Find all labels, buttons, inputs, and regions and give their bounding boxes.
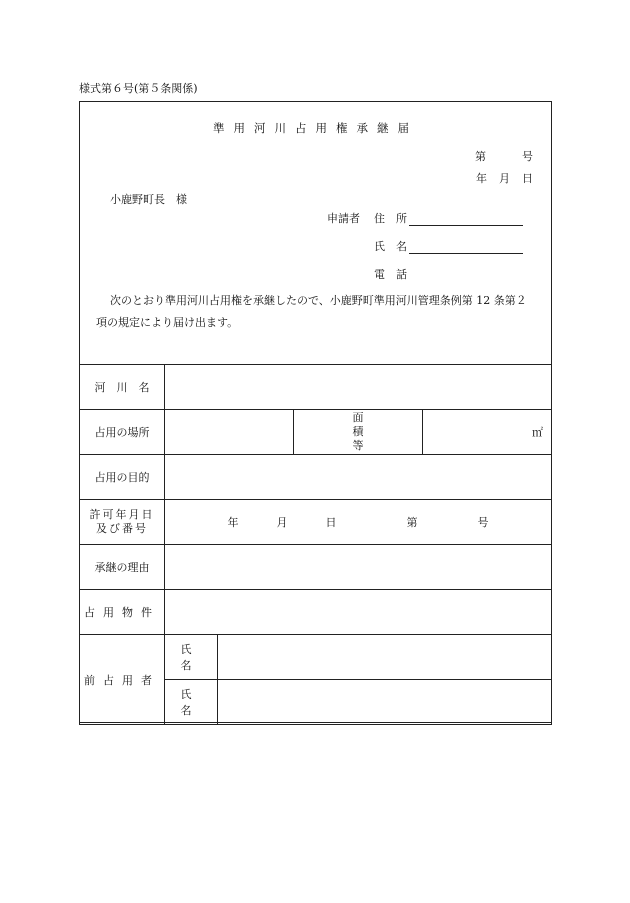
- area-unit: ㎡: [532, 426, 543, 439]
- reason-input[interactable]: [165, 545, 552, 590]
- river-name-row: [80, 365, 552, 410]
- area-label: [294, 410, 423, 455]
- area-label-char: 等: [352, 439, 364, 452]
- number-go: 号: [522, 150, 533, 163]
- previous-occupant-name-label: 氏 名: [165, 635, 218, 680]
- submission-date-line: [476, 170, 533, 186]
- river-name-label: 河 川 名: [80, 365, 165, 410]
- address-label: 住 所: [374, 212, 407, 225]
- date-day: 日: [522, 172, 533, 185]
- form-frame: [79, 101, 552, 723]
- reason-label: 承継の理由: [80, 545, 165, 590]
- purpose-input[interactable]: [165, 455, 552, 500]
- property-input[interactable]: [165, 590, 552, 635]
- location-row: [80, 410, 552, 455]
- permit-label-line-1: 許可年月日: [89, 508, 155, 521]
- permit-label: [80, 500, 165, 545]
- applicant-label: 申請者: [327, 212, 360, 225]
- location-label: 占用の場所: [80, 410, 165, 455]
- previous-occupant-label: 前占用者: [80, 635, 165, 725]
- purpose-label: 占用の目的: [80, 455, 165, 500]
- addressee: 小鹿野町長 様: [110, 193, 187, 206]
- location-input[interactable]: [165, 410, 294, 455]
- permit-day: 日: [325, 516, 337, 529]
- phone-label: 電 話: [374, 268, 407, 281]
- permit-label-line-2: 及び番号: [96, 522, 148, 535]
- form-title: 準用河川占用権承継届: [213, 121, 418, 135]
- date-month: 月: [499, 172, 510, 185]
- details-table: [79, 364, 552, 635]
- phone-field[interactable]: [374, 266, 407, 282]
- document-number-line: [475, 148, 533, 164]
- previous-occupant-name-input[interactable]: [218, 680, 552, 725]
- property-label: 占用物件: [80, 590, 165, 635]
- name-field[interactable]: [374, 238, 523, 254]
- area-label-char: 積: [352, 425, 364, 438]
- number-dai: 第: [475, 150, 486, 163]
- reason-row: [80, 545, 552, 590]
- permit-dai: 第: [406, 516, 418, 529]
- address-input-line[interactable]: [409, 213, 523, 226]
- permit-month: 月: [276, 516, 288, 529]
- permit-year: 年: [227, 516, 239, 529]
- previous-occupant-row-1: [80, 635, 552, 680]
- date-year: 年: [476, 172, 487, 185]
- purpose-row: [80, 455, 552, 500]
- name-input-line[interactable]: [409, 241, 523, 254]
- address-field[interactable]: [374, 210, 523, 226]
- previous-occupant-name-label: 氏 名: [165, 680, 218, 725]
- permit-go: 号: [477, 516, 489, 529]
- body-text: 次のとおり準用河川占用権を承継したので、小鹿野町準用河川管理条例第 12 条第２項の規定により届け出ます。: [96, 294, 527, 329]
- permit-input[interactable]: [165, 500, 552, 545]
- name-label: 氏 名: [374, 240, 407, 253]
- river-name-input[interactable]: [165, 365, 552, 410]
- previous-occupant-name-input[interactable]: [218, 635, 552, 680]
- area-label-char: 面: [352, 411, 364, 424]
- permit-row: [80, 500, 552, 545]
- form-number-label: 様式第６号(第５条関係): [79, 82, 198, 95]
- property-row: [80, 590, 552, 635]
- previous-occupant-table: [79, 634, 552, 725]
- area-input[interactable]: [423, 410, 552, 455]
